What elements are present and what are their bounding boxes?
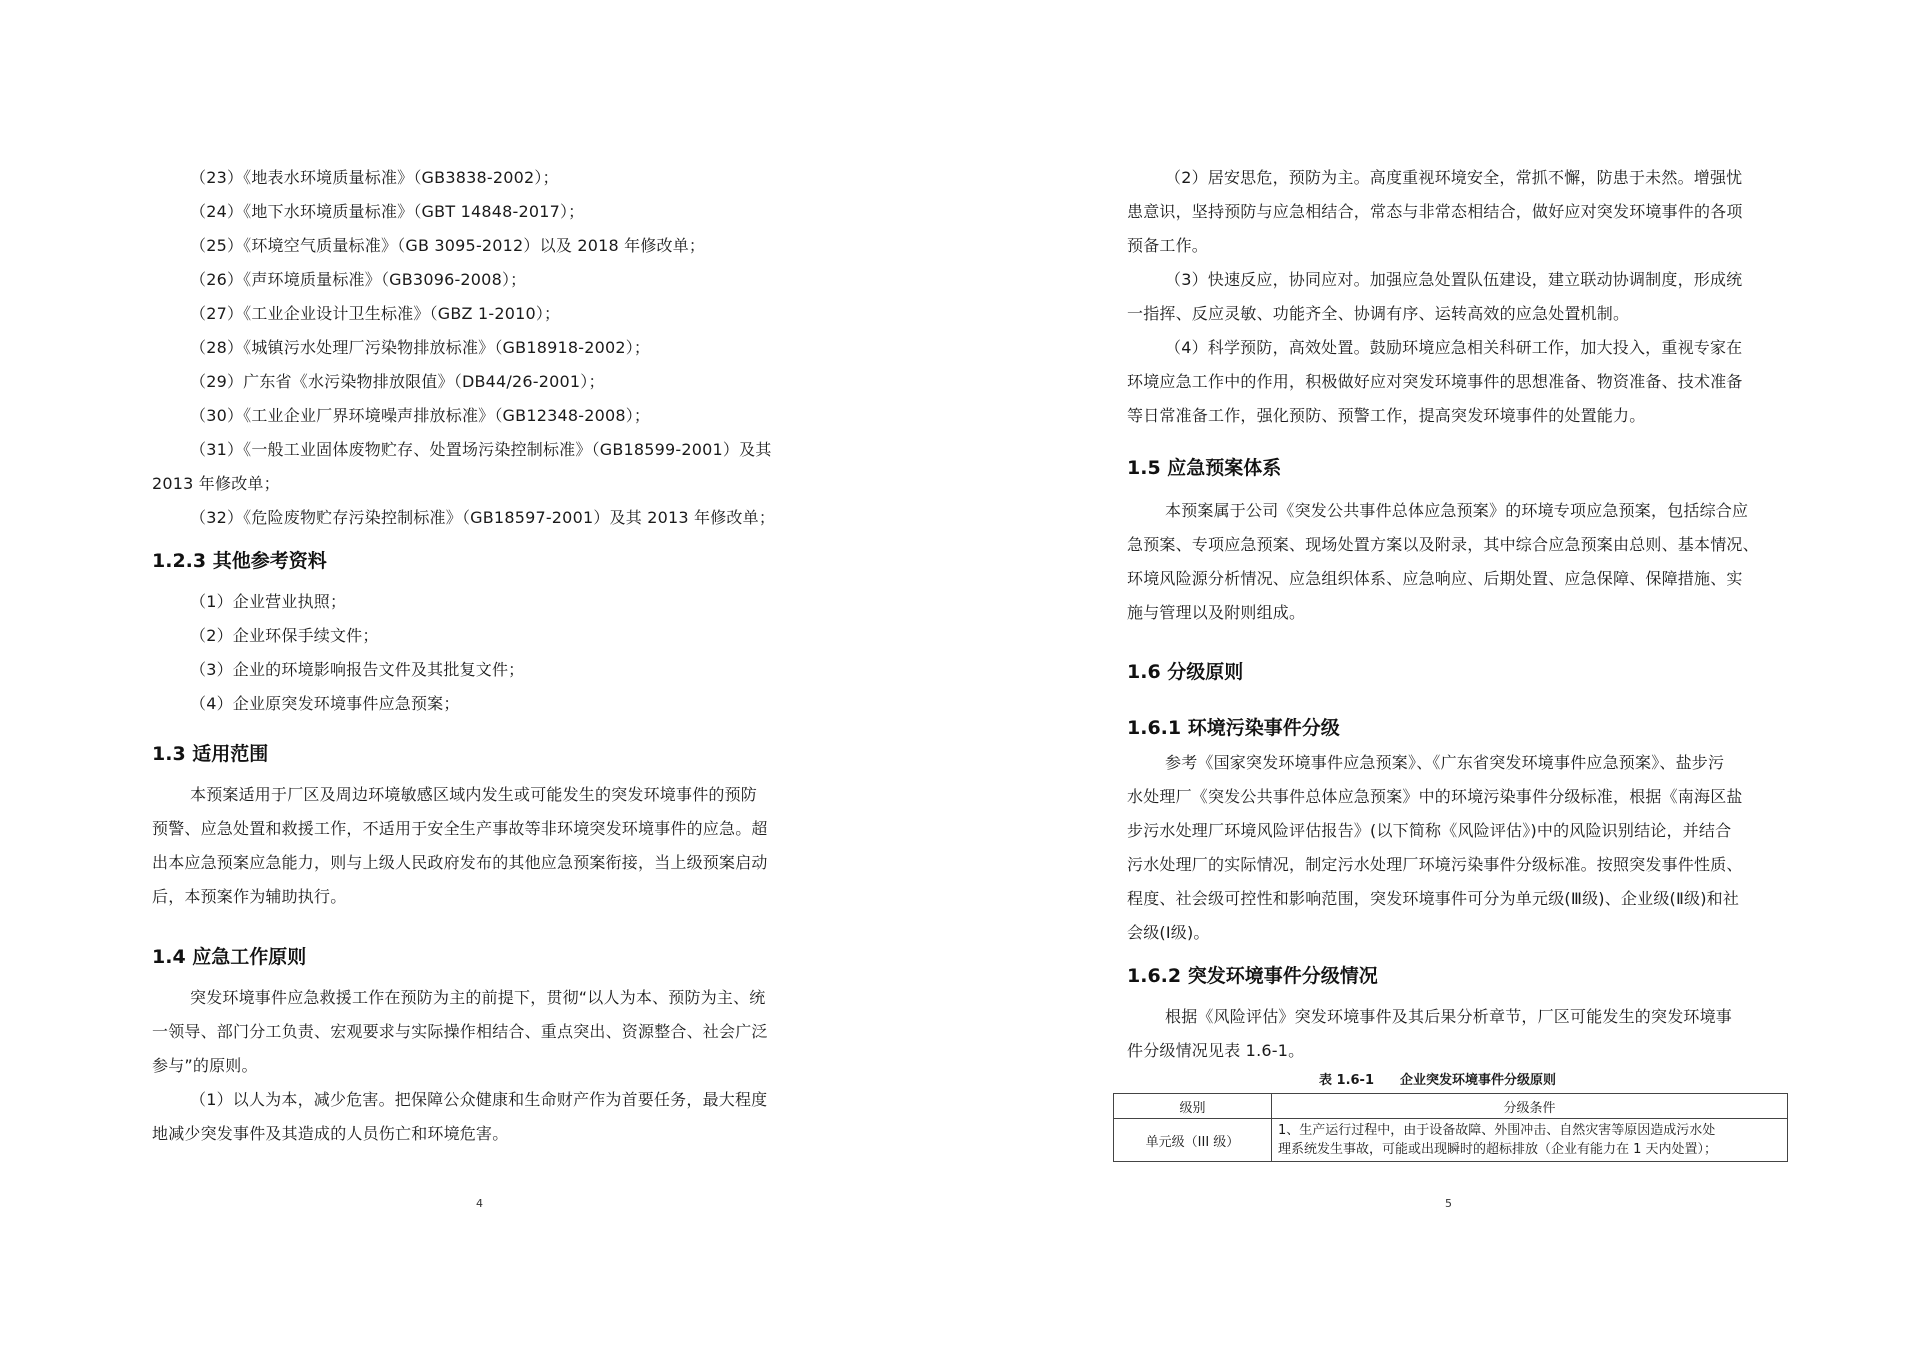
heading-1-6: 1.6 分级原则 xyxy=(1127,661,1244,683)
table-cell-condition xyxy=(1272,1119,1788,1162)
table-caption: 表 1.6-1 企业突发环境事件分级原则 xyxy=(1319,1073,1556,1088)
table-header-level: 级别 xyxy=(1114,1094,1272,1119)
situation-paragraph-line: 根据《风险评估》突发环境事件及其后果分析章节，厂区可能发生的突发环境事 xyxy=(1165,1007,1733,1026)
standard-item: 2013 年修改单； xyxy=(152,474,280,493)
condition-line: 理系统发生事故，可能或出现瞬时的超标排放（企业有能力在 1 天内处置）； xyxy=(1278,1142,1718,1157)
principles-paragraph-line: 突发环境事件应急救援工作在预防为主的前提下，贯彻“以人为本、预防为主、统 xyxy=(190,988,766,1007)
heading-1-2-3: 1.2.3 其他参考资料 xyxy=(152,550,327,572)
scope-paragraph-line: 出本应急预案应急能力，则与上级人民政府发布的其他应急预案衔接，当上级预案启动 xyxy=(152,853,768,872)
classify-paragraph-line: 参考《国家突发环境事件应急预案》、《广东省突发环境事件应急预案》、盐步污 xyxy=(1165,753,1725,772)
scope-paragraph-line: 本预案适用于厂区及周边环境敏感区域内发生或可能发生的突发环境事件的预防 xyxy=(190,785,758,804)
principles-paragraph-line: （1）以人为本，减少危害。把保障公众健康和生命财产作为首要任务，最大程度 xyxy=(190,1090,768,1109)
classify-paragraph-line: 步污水处理厂环境风险评估报告》(以下简称《风险评估》)中的风险识别结论，并结合 xyxy=(1127,821,1732,840)
principles-cont-line: 等日常准备工作，强化预防、预警工作，提高突发环境事件的处置能力。 xyxy=(1127,406,1646,425)
standard-item: （31）《一般工业固体废物贮存、处置场污染控制标准》（GB18599-2001）及其 xyxy=(190,440,772,459)
classification-table xyxy=(1113,1093,1788,1162)
reference-item: （4）企业原突发环境事件应急预案； xyxy=(190,694,460,713)
principles-paragraph-line: 参与”的原则。 xyxy=(152,1056,258,1075)
principles-cont-line: 环境应急工作中的作用，积极做好应对突发环境事件的思想准备、物资准备、技术准备 xyxy=(1127,372,1743,391)
standard-item: （28）《城镇污水处理厂污染物排放标准》（GB18918-2002）； xyxy=(190,338,651,357)
principles-cont-line: （4）科学预防，高效处置。鼓励环境应急相关科研工作，加大投入，重视专家在 xyxy=(1165,338,1743,357)
principles-paragraph-line: 地减少突发事件及其造成的人员伤亡和环境危害。 xyxy=(152,1124,509,1143)
heading-1-6-1: 1.6.1 环境污染事件分级 xyxy=(1127,717,1340,739)
scope-paragraph-line: 预警、应急处置和救援工作，不适用于安全生产事故等非环境突发环境事件的应急。超 xyxy=(152,819,768,838)
page-number: 4 xyxy=(476,1197,483,1210)
standard-item: （23）《地表水环境质量标准》（GB3838-2002）； xyxy=(190,168,559,187)
heading-1-5: 1.5 应急预案体系 xyxy=(1127,457,1282,479)
principles-cont-line: 预备工作。 xyxy=(1127,236,1209,255)
standard-item: （29）广东省《水污染物排放限值》（DB44/26-2001）； xyxy=(190,372,605,391)
standard-item: （30）《工业企业厂界环境噪声排放标准》（GB12348-2008）； xyxy=(190,406,651,425)
condition-line: 1、生产运行过程中，由于设备故障、外围冲击、自然灾害等原因造成污水处 xyxy=(1278,1123,1716,1138)
standard-item: （26）《声环境质量标准》（GB3096-2008）； xyxy=(190,270,527,289)
system-paragraph-line: 本预案属于公司《突发公共事件总体应急预案》的环境专项应急预案，包括综合应 xyxy=(1165,501,1749,520)
table-header-row xyxy=(1114,1094,1788,1119)
situation-paragraph-line: 件分级情况见表 1.6-1。 xyxy=(1127,1041,1305,1060)
standard-item: （32）《危险废物贮存污染控制标准》（GB18597-2001）及其 2013 年修改单； xyxy=(190,508,776,527)
table-cell-level: 单元级（III 级） xyxy=(1114,1119,1272,1162)
page-number: 5 xyxy=(1445,1197,1452,1210)
classify-paragraph-line: 会级(Ⅰ级)。 xyxy=(1127,923,1210,942)
scope-paragraph-line: 后，本预案作为辅助执行。 xyxy=(152,887,347,906)
heading-1-4: 1.4 应急工作原则 xyxy=(152,946,307,968)
reference-item: （1）企业营业执照； xyxy=(190,592,347,611)
reference-item: （3）企业的环境影响报告文件及其批复文件； xyxy=(190,660,525,679)
principles-cont-line: （3）快速反应，协同应对。加强应急处置队伍建设，建立联动协调制度，形成统 xyxy=(1165,270,1743,289)
heading-1-3: 1.3 适用范围 xyxy=(152,743,269,765)
classify-paragraph-line: 程度、社会级可控性和影响范围，突发环境事件可分为单元级(Ⅲ级)、企业级(Ⅱ级)和社 xyxy=(1127,889,1740,908)
principles-cont-line: 一指挥、反应灵敏、功能齐全、协调有序、运转高效的应急处置机制。 xyxy=(1127,304,1630,323)
heading-1-6-2: 1.6.2 突发环境事件分级情况 xyxy=(1127,965,1378,987)
system-paragraph-line: 施与管理以及附则组成。 xyxy=(1127,603,1306,622)
standard-item: （27）《工业企业设计卫生标准》（GBZ 1-2010）； xyxy=(190,304,561,323)
table-row xyxy=(1114,1119,1788,1162)
reference-item: （2）企业环保手续文件； xyxy=(190,626,379,645)
principles-cont-line: （2）居安思危，预防为主。高度重视环境安全，常抓不懈，防患于未然。增强忧 xyxy=(1165,168,1743,187)
standard-item: （24）《地下水环境质量标准》（GBT 14848-2017）； xyxy=(190,202,585,221)
standard-item: （25）《环境空气质量标准》（GB 3095-2012）以及 2018 年修改单； xyxy=(190,236,706,255)
classify-paragraph-line: 污水处理厂的实际情况，制定污水处理厂环境污染事件分级标准。按照突发事件性质、 xyxy=(1127,855,1743,874)
principles-paragraph-line: 一领导、部门分工负责、宏观要求与实际操作相结合、重点突出、资源整合、社会广泛 xyxy=(152,1022,768,1041)
principles-cont-line: 患意识，坚持预防与应急相结合，常态与非常态相结合，做好应对突发环境事件的各项 xyxy=(1127,202,1743,221)
classify-paragraph-line: 水处理厂《突发公共事件总体应急预案》中的环境污染事件分级标准，根据《南海区盐 xyxy=(1127,787,1743,806)
table-header-condition: 分级条件 xyxy=(1272,1094,1788,1119)
system-paragraph-line: 急预案、专项应急预案、现场处置方案以及附录，其中综合应急预案由总则、基本情况、 xyxy=(1127,535,1759,554)
system-paragraph-line: 环境风险源分析情况、应急组织体系、应急响应、后期处置、应急保障、保障措施、实 xyxy=(1127,569,1743,588)
